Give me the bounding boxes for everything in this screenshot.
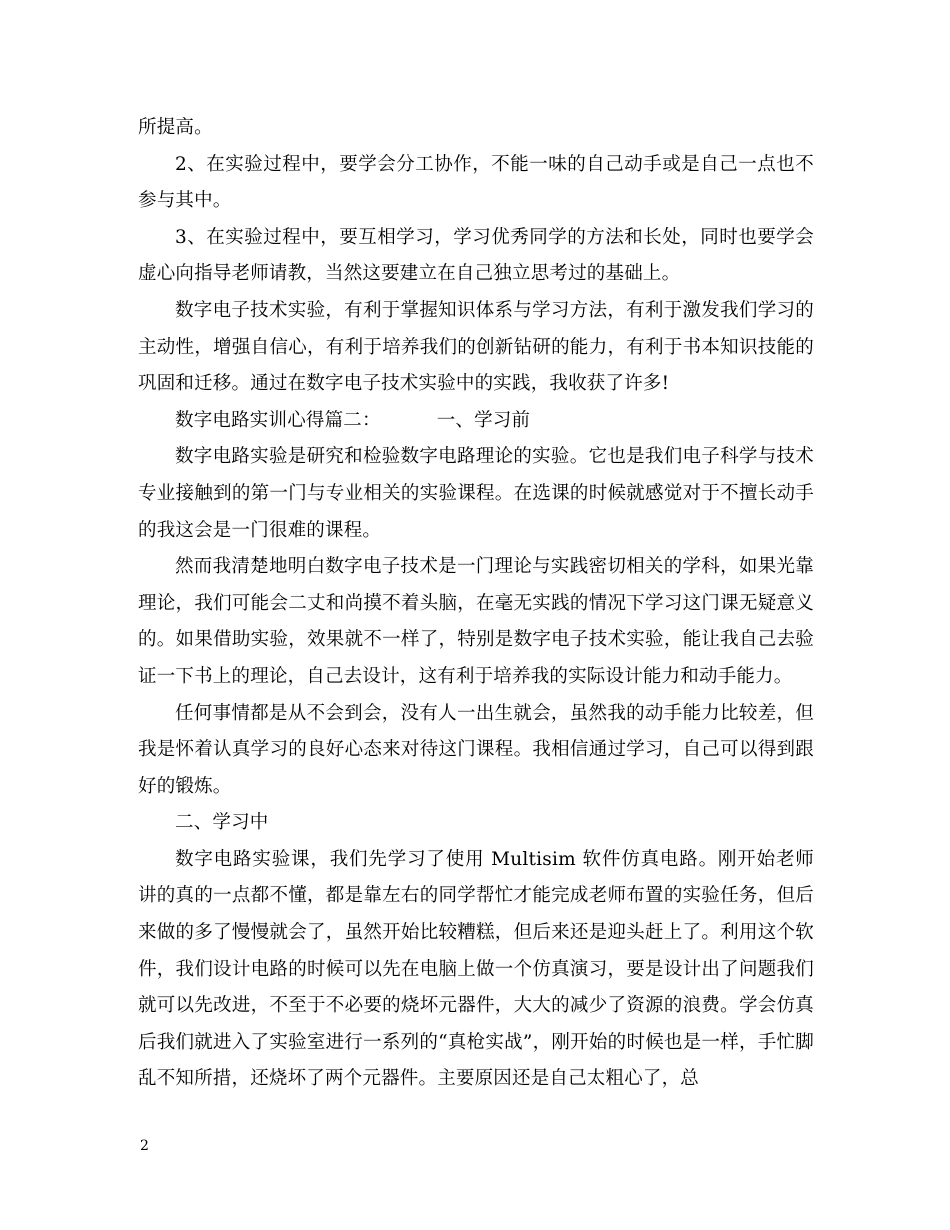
paragraph: 任何事情都是从不会到会，没有人一出生就会，虽然我的动手能力比较差，但我是怀着认真学习的良好心态来对待这门课程。我相信通过学习，自己可以得到跟好的锻炼。: [138, 702, 814, 797]
paragraph: 然而我清楚地明白数字电子技术是一门理论与实践密切相关的学科，如果光靠理论，我们可能会二丈和尚摸不着头脑，在毫无实践的情况下学习这门课无疑意义的。如果借助实验，效果就不一样了，特别是数字电子技术实验，能让我自己去验证一下书上的理论，自己去设计，这有利于培养我的实际设计能力和动手能力。: [138, 556, 814, 687]
paragraph: 数字电路实验是研究和检验数字电路理论的实验。它也是我们电子科学与技术专业接触到的第一门与专业相关的实验课程。在选课的时候就感觉对于不擅长动手的我这会是一门很难的课程。: [138, 446, 814, 541]
section-heading: 一、学习前: [436, 409, 531, 431]
section-heading: 二、学习中: [175, 812, 269, 834]
paragraph: 数字电子技术实验，有利于掌握知识体系与学习方法，有利于激发我们学习的主动性，增强自信心，有利于培养我们的创新钻研的能力，有利于书本知识技能的巩固和迁移。通过在数字电子技术实验中的实践，我收获了许多!: [138, 299, 814, 395]
section-heading-line: [138, 403, 814, 440]
paragraph: 所提高。: [138, 117, 213, 138]
document-body: [138, 110, 814, 1098]
article-title: 数字电路实训心得篇二：: [175, 409, 381, 431]
paragraph: 数字电路实验课，我们先学习了使用 Multisim 软件仿真电路。刚开始老师讲的真的一点都不懂，都是靠左右的同学帮忙才能完成老师布置的实验任务，但后来做的多了慢慢就会了，虽然开始比较糟糕，但后来还是迎头赶上了。利用这个软件，我们设计电路的时候可以先在电脑上做一个仿真演习，要是设计出了问题我们就可以先改进，不至于不必要的烧坏元器件，大大的减少了资源的浪费。学会仿真后我们就进入了实验室进行一系列的“真枪实战”，刚开始的时候也是一样，手忙脚乱不知所措，还烧坏了两个元器件。主要原因还是自己太粗心了，总: [138, 848, 814, 1090]
paragraph: 3、在实验过程中，要互相学习，学习优秀同学的方法和长处，同时也要学会虚心向指导老师请教，当然这要建立在自己独立思考过的基础上。: [138, 226, 814, 285]
page-number: 2: [140, 1138, 149, 1154]
paragraph: 2、在实验过程中，要学会分工协作，不能一味的自己动手或是自己一点也不参与其中。: [138, 153, 814, 212]
